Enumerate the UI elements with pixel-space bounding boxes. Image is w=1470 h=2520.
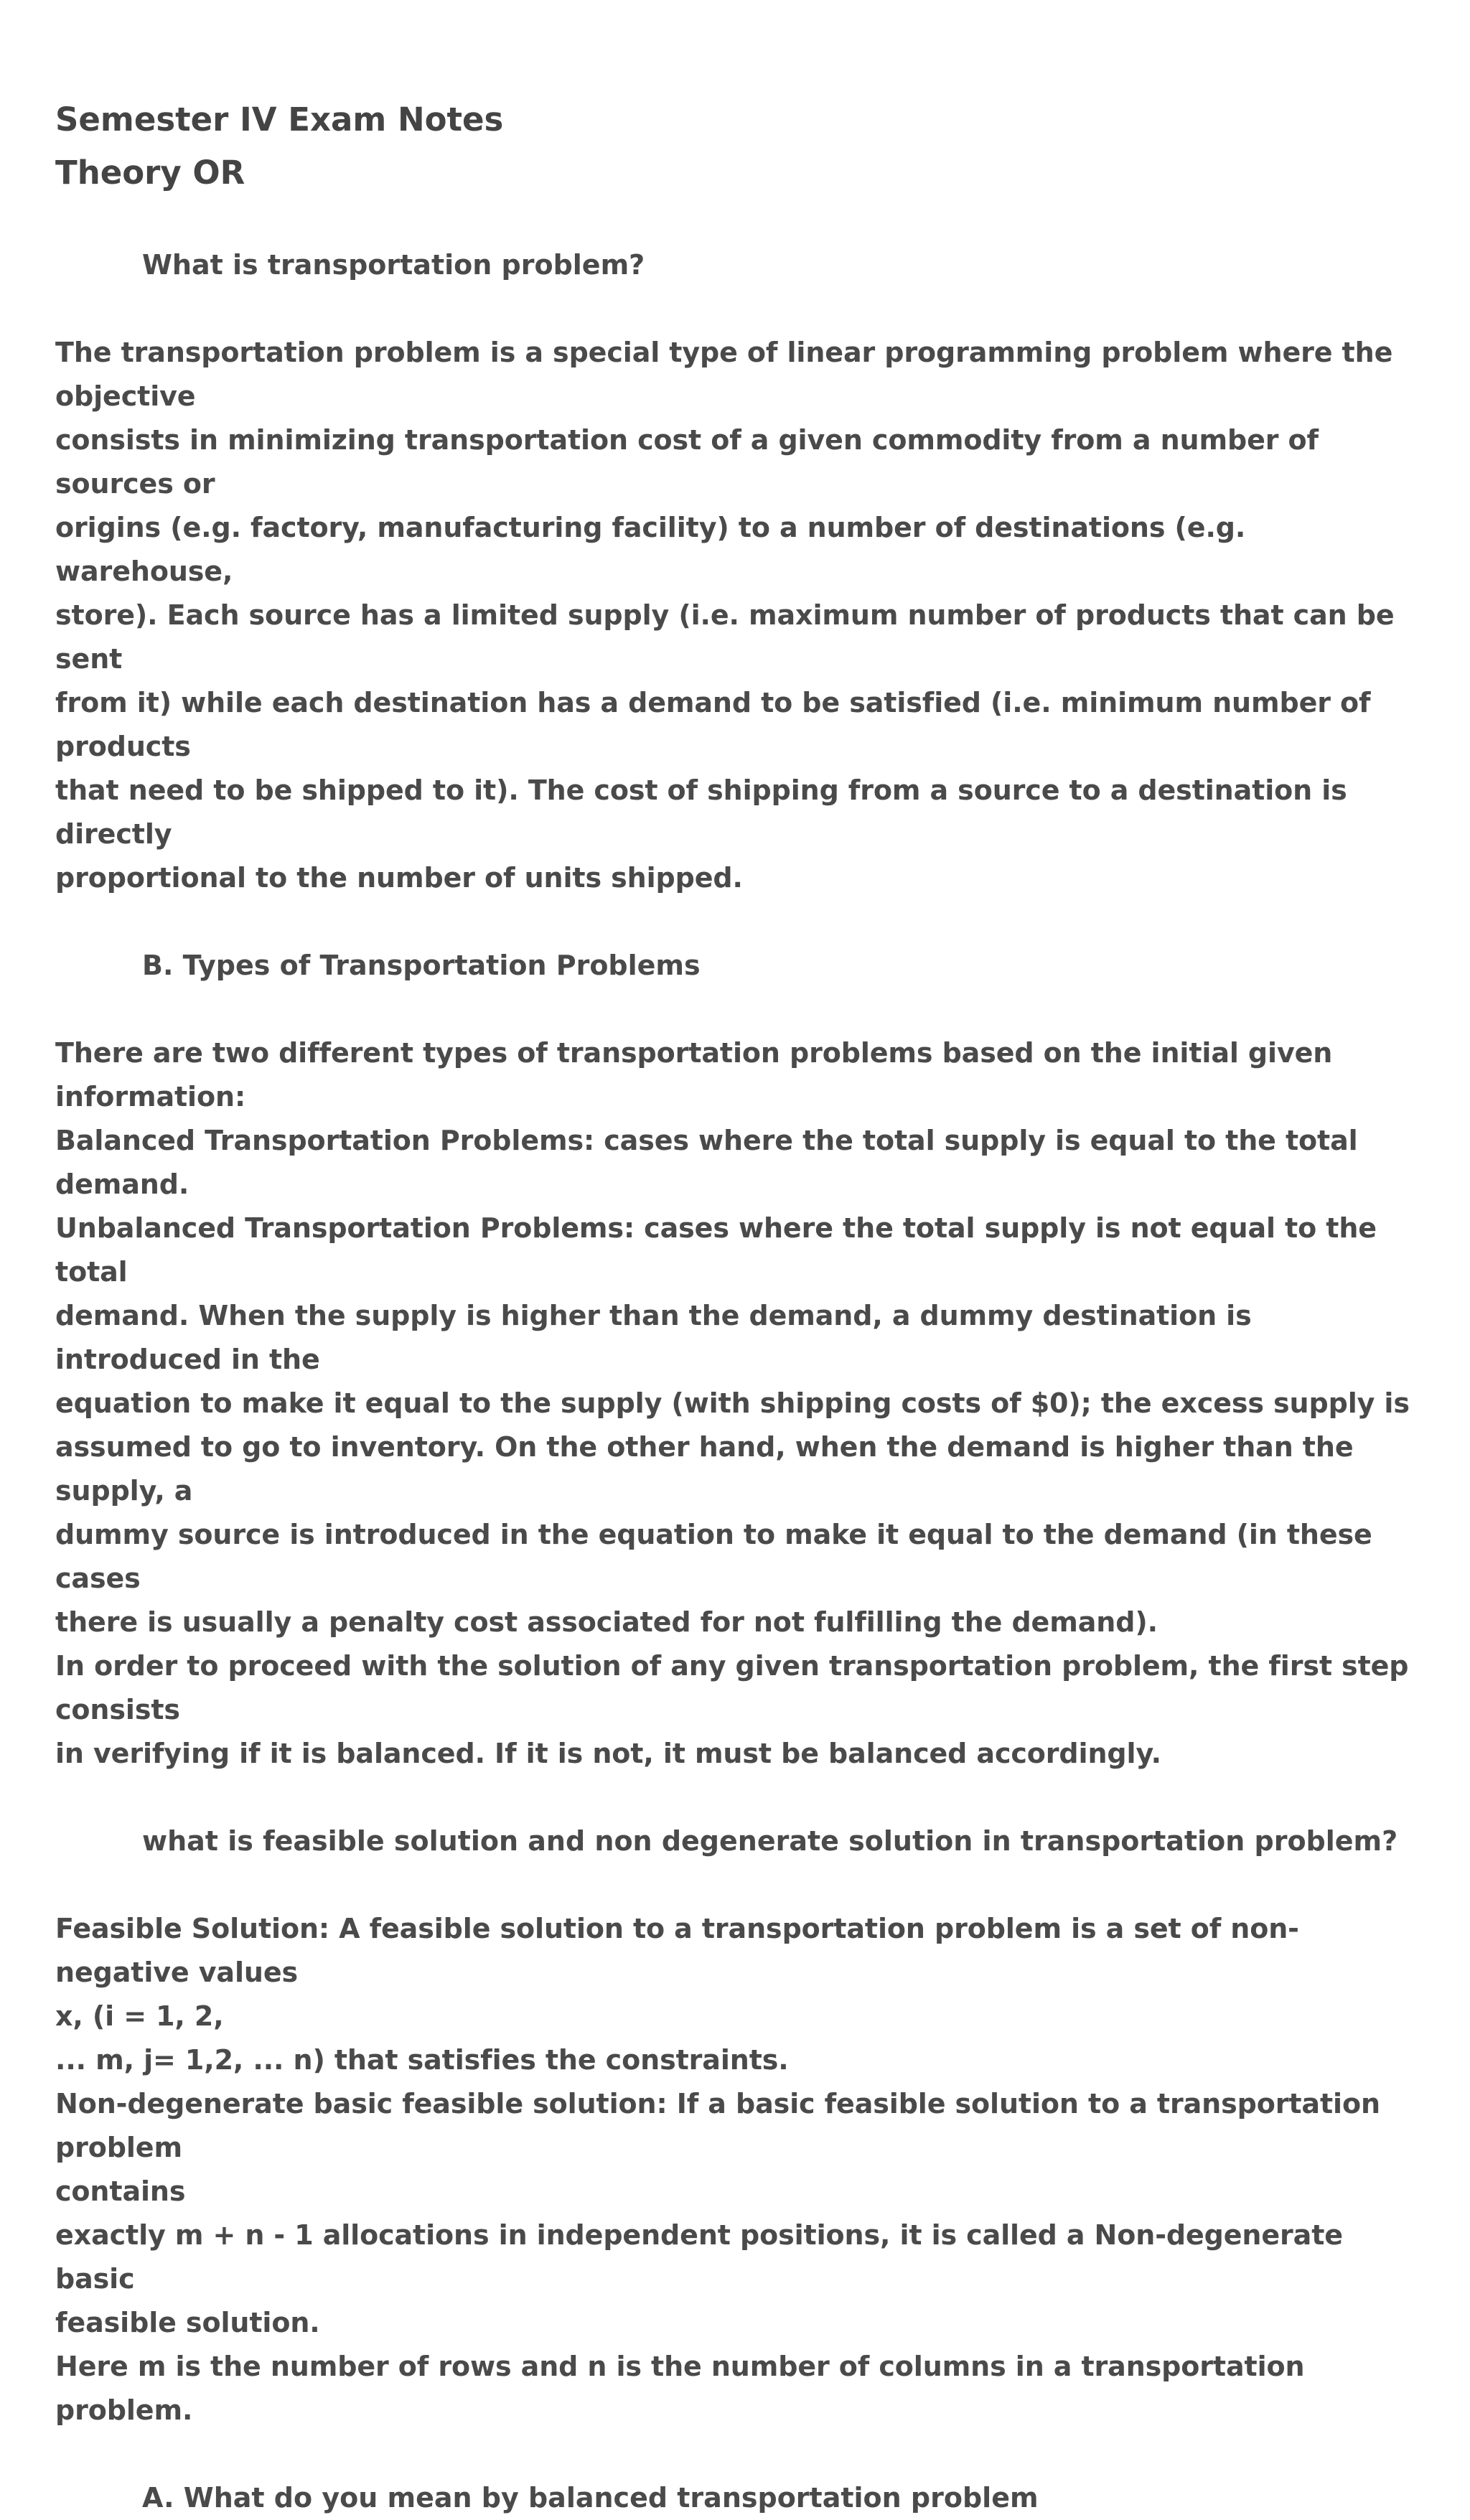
paragraph-line: In order to proceed with the solution of any given transportation problem, the first step consists bbox=[55, 1650, 1409, 1725]
paragraph-line: that need to be shipped to it). The cost of shipping from a source to a destination is directly bbox=[55, 774, 1347, 850]
paragraph-line: origins (e.g. factory, manufacturing facility) to a number of destinations (e.g. warehouse, bbox=[55, 512, 1246, 587]
paragraph-line: Unbalanced Transportation Problems: cases where the total supply is not equal to the total bbox=[55, 1212, 1377, 1288]
document-title bbox=[55, 93, 1420, 200]
paragraph-line: there is usually a penalty cost associated for not fulfilling the demand). bbox=[55, 1606, 1158, 1638]
paragraph-line: feasible solution. bbox=[55, 2307, 320, 2338]
paragraph-line: Feasible Solution: A feasible solution to a transportation problem is a set of non-negative values bbox=[55, 1913, 1299, 1988]
question-types-of-problems: B. Types of Transportation Problems bbox=[142, 950, 701, 981]
paragraph-line: ... m, j= 1,2, ... n) that satisfies the constraints. bbox=[55, 2044, 789, 2076]
title-line-2: Theory OR bbox=[55, 154, 245, 192]
question-feasible-solution: what is feasible solution and non degenerate solution in transportation problem? bbox=[142, 1825, 1398, 1857]
paragraph-line: dummy source is introduced in the equation to make it equal to the demand (in these cases bbox=[55, 1519, 1372, 1594]
paragraph-line: assumed to go to inventory. On the other hand, when the demand is higher than the supply, a bbox=[55, 1431, 1354, 1507]
paragraph-line: store). Each source has a limited supply (i.e. maximum number of products that can be sent bbox=[55, 599, 1395, 675]
paragraph-line: in verifying if it is balanced. If it is not, it must be balanced accordingly. bbox=[55, 1738, 1161, 1769]
paragraph-types bbox=[55, 1031, 1420, 1776]
question-balanced-problem: A. What do you mean by balanced transportation problem bbox=[142, 2482, 1039, 2514]
paragraph-line: x, (i = 1, 2, bbox=[55, 2000, 224, 2032]
paragraph-line: exactly m + n - 1 allocations in independent positions, it is called a Non-degenerate basic bbox=[55, 2219, 1343, 2295]
paragraph-feasible-solution bbox=[55, 1907, 1420, 2432]
paragraph-line: from it) while each destination has a demand to be satisfied (i.e. minimum number of products bbox=[55, 687, 1371, 762]
paragraph-line: There are two different types of transportation problems based on the initial given information: bbox=[55, 1037, 1333, 1113]
paragraph-line: Non-degenerate basic feasible solution: If a basic feasible solution to a transportation problem bbox=[55, 2088, 1380, 2163]
question-transportation-problem: What is transportation problem? bbox=[142, 249, 645, 281]
paragraph-line: The transportation problem is a special type of linear programming problem where the objective bbox=[55, 337, 1393, 412]
paragraph-line: Balanced Transportation Problems: cases where the total supply is equal to the total demand. bbox=[55, 1125, 1358, 1200]
paragraph-line: contains bbox=[55, 2175, 186, 2207]
paragraph-line: demand. When the supply is higher than the demand, a dummy destination is introduced in the bbox=[55, 1300, 1252, 1375]
paragraph-line: equation to make it equal to the supply (with shipping costs of $0); the excess supply is bbox=[55, 1387, 1410, 1419]
paragraph-line: proportional to the number of units shipped. bbox=[55, 862, 743, 894]
paragraph-line: Here m is the number of rows and n is the number of columns in a transportation problem. bbox=[55, 2351, 1305, 2426]
title-line-1: Semester IV Exam Notes bbox=[55, 100, 504, 139]
paragraph-transportation-definition bbox=[55, 331, 1420, 900]
paragraph-line: consists in minimizing transportation cost of a given commodity from a number of sources or bbox=[55, 424, 1319, 500]
